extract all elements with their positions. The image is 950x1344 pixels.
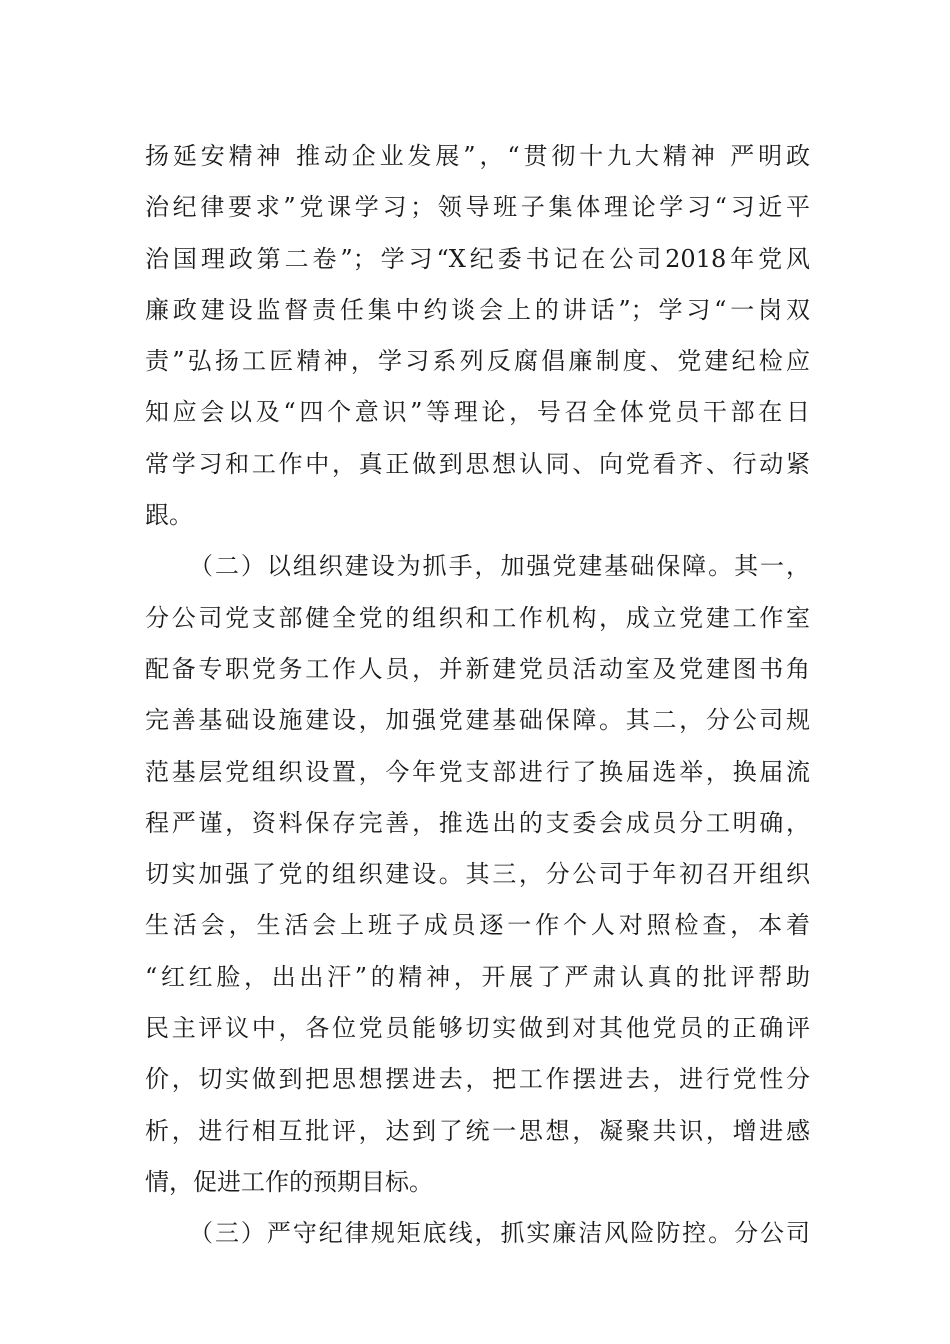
body-text xyxy=(145,131,810,1260)
text-line: 分公司党支部健全党的组织和工作机构，成立党建工作室 xyxy=(145,603,810,632)
text-line: 民主评议中，各位党员能够切实做到对其他党员的正确评 xyxy=(145,1014,810,1043)
text-line: 切实加强了党的组织建设。其三，分公司于年初召开组织 xyxy=(145,860,810,889)
text-line: （二）以组织建设为抓手，加强党建基础保障。其一， xyxy=(189,552,810,581)
text-line: 治纪律要求”党课学习；领导班子集体理论学习“习近平 xyxy=(145,193,810,222)
text-line: 扬延安精神 推动企业发展”，“贯彻十九大精神 严明政 xyxy=(145,142,810,170)
text-line: 跟。 xyxy=(145,501,193,530)
text-line: 责”弘扬工匠精神，学习系列反腐倡廉制度、党建纪检应 xyxy=(145,347,810,376)
text-line: 析，进行相互批评，达到了统一思想，凝聚共识，增进感 xyxy=(145,1116,810,1145)
text-line: 完善基础设施建设，加强党建基础保障。其二，分公司规 xyxy=(145,706,810,735)
text-line: 价，切实做到把思想摆进去，把工作摆进去，进行党性分 xyxy=(145,1065,810,1094)
text-line: 范基层党组织设置，今年党支部进行了换届选举，换届流 xyxy=(145,757,810,786)
text-line: 程严谨，资料保存完善，推选出的支委会成员分工明确， xyxy=(145,808,810,837)
text-line: 配备专职党务工作人员，并新建党员活动室及党建图书角 xyxy=(145,654,810,683)
text-line: 知应会以及“四个意识”等理论，号召全体党员干部在日 xyxy=(145,398,810,427)
text-line: 情，促进工作的预期目标。 xyxy=(145,1167,433,1196)
text-line: 常学习和工作中，真正做到思想认同、向党看齐、行动紧 xyxy=(145,449,810,478)
text-line: 生活会，生活会上班子成员逐一作个人对照检查，本着 xyxy=(145,911,810,940)
text-line: “红红脸，出出汗”的精神，开展了严肃认真的批评帮助 xyxy=(145,962,810,991)
text-line: 治国理政第二卷”；学习“X纪委书记在公司2018年党风 xyxy=(145,244,810,273)
text-line: （三）严守纪律规矩底线，抓实廉洁风险防控。分公司 xyxy=(189,1219,810,1248)
text-line: 廉政建设监督责任集中约谈会上的讲话”；学习“一岗双 xyxy=(145,295,810,324)
